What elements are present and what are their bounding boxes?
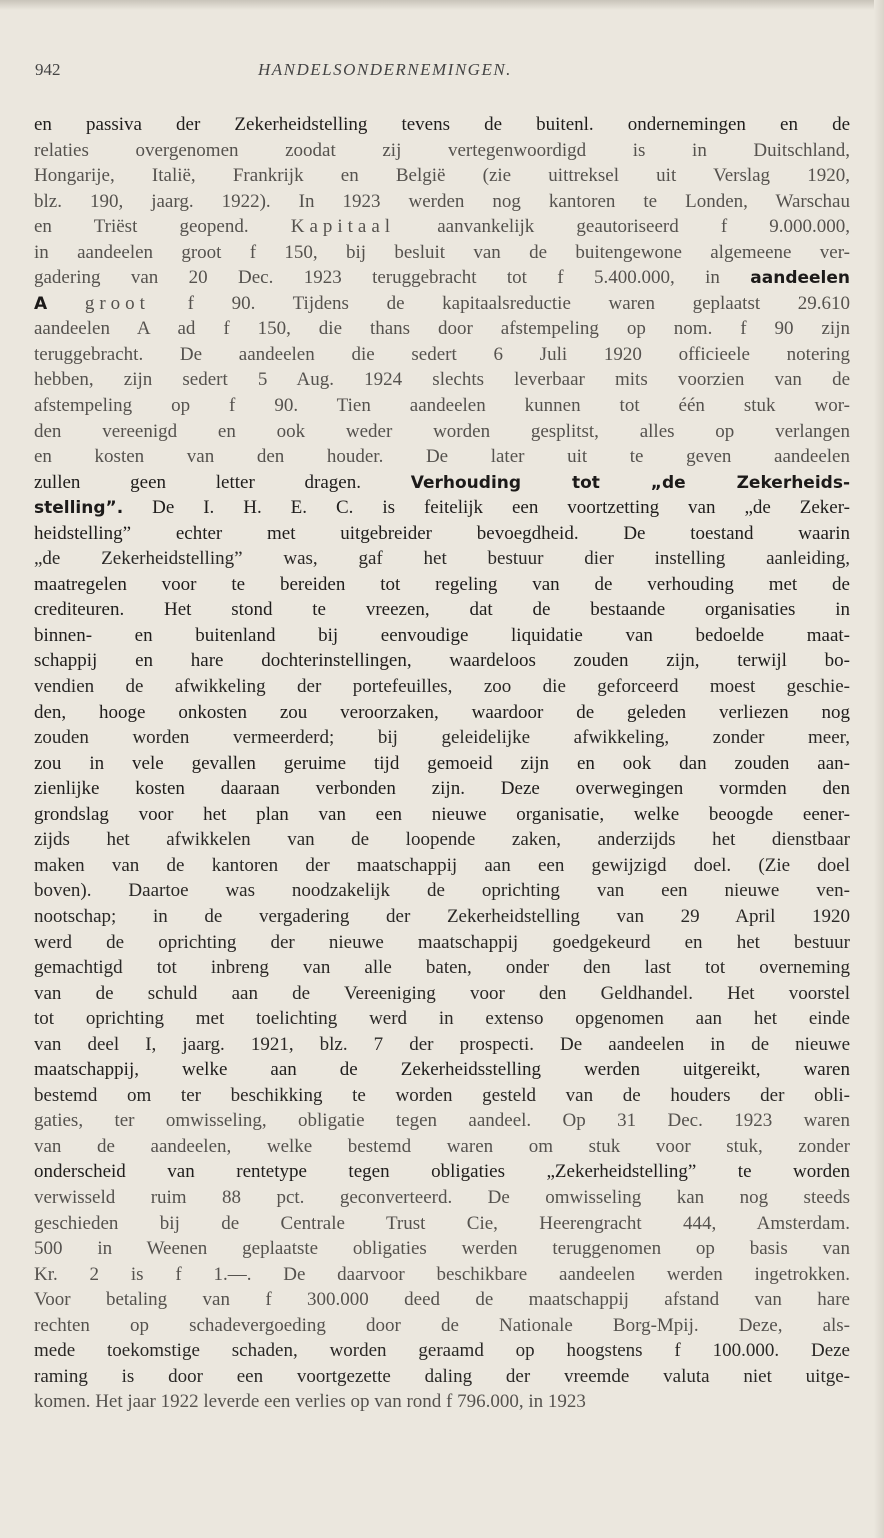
text-line: bestemd om ter beschikking te worden gesteld van de houders der obli- — [34, 1084, 850, 1106]
text-line: crediteuren. Het stond te vreezen, dat de bestaande organisaties in — [34, 599, 850, 621]
text-line: onderscheid van rentetype tegen obligaties „Zekerheidstelling” te worden — [34, 1161, 850, 1183]
text-line: den vereenigd en ook weder worden gesplitst, alles op verlangen — [34, 420, 850, 442]
kapitaal-label: Kapitaal — [290, 216, 396, 238]
text-line: zijds het afwikkelen van de loopende zaken, anderzijds het dienstbaar — [34, 829, 850, 851]
running-head: HANDELSONDERNEMINGEN. — [258, 60, 512, 79]
text-line: van deel I, jaarg. 1921, blz. 7 der prospecti. De aandeelen in de nieuwe — [34, 1033, 850, 1055]
text-line: mede toekomstige schaden, worden geraamd op hoogstens f 100.000. Deze — [34, 1340, 850, 1362]
text-line: en passiva der Zekerheidstelling tevens de buitenl. ondernemingen en de — [34, 114, 850, 135]
text-line: schappij en hare dochterinstellingen, waardeloos zouden zijn, terwijl bo- — [34, 650, 850, 672]
text-line: boven). Daartoe was noodzakelijk de oprichting van een nieuwe ven- — [34, 880, 850, 902]
text-line: gemachtigd tot inbreng van alle baten, onder den last tot overneming — [34, 957, 850, 979]
page-top-shadow — [0, 0, 884, 10]
text-line: Voor betaling van f 300.000 deed de maatschappij afstand van hare — [34, 1289, 850, 1311]
aandeelen-heading: aandeelen — [750, 268, 850, 289]
text-line: relaties overgenomen zoodat zij vertegenwoordigd is in Duitschland, — [34, 139, 850, 161]
text-line: blz. 190, jaarg. 1922). In 1923 werden nog kantoren te Londen, Warschau — [34, 190, 850, 212]
text-line: maatschappij, welke aan de Zekerheidsstelling werden uitgereikt, waren — [34, 1059, 850, 1081]
text-line: vendien de afwikkeling der portefeuilles, zoo die geforceerd moest geschie- — [34, 676, 850, 698]
text-line: van de aandeelen, welke bestemd waren om stuk voor stuk, zonder — [34, 1135, 850, 1157]
text-segment: gadering van 20 Dec. 1923 teruggebracht tot f 5.400.000, in — [34, 267, 720, 289]
text-line: maken van de kantoren der maatschappij aan een gewijzigd doel. (Zie doel — [34, 854, 850, 876]
text-line: raming is door een voortgezette daling der vreemde valuta niet uitge- — [34, 1365, 850, 1387]
text-line — [34, 265, 850, 291]
body-text — [34, 112, 850, 1415]
text-line: rechten op schadevergoeding door de Nationale Borg-Mpij. Deze, als- — [34, 1314, 850, 1336]
text-line: van de schuld aan de Vereeniging voor den Geldhandel. Het voorstel — [34, 982, 850, 1004]
verhouding-heading-cont: stelling”. — [34, 498, 124, 519]
text-line — [34, 291, 850, 317]
page-number: 942 — [35, 60, 61, 79]
text-line: zouden worden vermeerderd; bij geleidelijke afwikkeling, zonder meer, — [34, 727, 850, 749]
groot-label: groot — [84, 292, 150, 314]
text-line: Hongarije, Italië, Frankrijk en België (zie uittreksel uit Verslag 1920, — [34, 165, 850, 187]
page-right-shadow — [874, 0, 884, 1538]
text-line: nootschap; in de vergadering der Zekerheidstelling van 29 April 1920 — [34, 905, 850, 927]
text-line: zienlijke kosten daaraan verbonden zijn. Deze overwegingen vormden den — [34, 778, 850, 800]
text-line: tot oprichting met toelichting werd in extenso opgenomen aan het einde — [34, 1008, 850, 1030]
text-line: geschieden bij de Centrale Trust Cie, Heerengracht 444, Amsterdam. — [34, 1212, 850, 1234]
text-line: maatregelen voor te bereiden tot regeling van de verhouding met de — [34, 573, 850, 595]
text-segment: aanvankelijk geautoriseerd f 9.000.000, — [437, 216, 850, 238]
text-line: 500 in Weenen geplaatste obligaties werden teruggenomen op basis van — [34, 1238, 850, 1260]
text-segment: zullen geen letter dragen. — [34, 471, 361, 493]
text-line: zou in vele gevallen geruime tijd gemoeid zijn en ook dan zouden aan- — [34, 752, 850, 774]
text-line: in aandeelen groot f 150, bij besluit van de buitengewone algemeene ver- — [34, 241, 850, 263]
text-line — [34, 495, 850, 521]
text-line: hebben, zijn sedert 5 Aug. 1924 slechts leverbaar mits voorzien van de — [34, 369, 850, 391]
text-line: „de Zekerheidstelling” was, gaf het bestuur dier instelling aanleiding, — [34, 548, 850, 570]
text-line: heidstelling” echter met uitgebreider bevoegdheid. De toestand waarin — [34, 522, 850, 544]
text-line: komen. Het jaar 1922 leverde een verlies op van rond f 796.000, in 1923 — [34, 1391, 586, 1413]
text-line: verwisseld ruim 88 pct. geconverteerd. De omwisseling kan nog steeds — [34, 1186, 850, 1208]
class-a-heading: A — [34, 293, 48, 314]
text-segment: f 90. Tijdens de kapitaalsreductie waren geplaatst 29.610 — [187, 292, 850, 314]
text-line: teruggebracht. De aandeelen die sedert 6 Juli 1920 officieele notering — [34, 343, 850, 365]
text-line: binnen- en buitenland bij eenvoudige liquidatie van bedoelde maat- — [34, 624, 850, 646]
text-line: aandeelen A ad f 150, die thans door afstempeling op nom. f 90 zijn — [34, 318, 850, 340]
text-line: den, hooge onkosten zou veroorzaken, waardoor de geleden verliezen nog — [34, 701, 850, 723]
text-line — [34, 214, 850, 240]
verhouding-heading: Verhouding tot „de Zekerheids- — [410, 472, 850, 493]
text-line: gaties, ter omwisseling, obligatie tegen aandeel. Op 31 Dec. 1923 waren — [34, 1110, 850, 1132]
text-line: Kr. 2 is f 1.—. De daarvoor beschikbare aandeelen werden ingetrokken. — [34, 1263, 850, 1285]
text-line — [34, 470, 850, 496]
text-line: en kosten van den houder. De later uit te geven aandeelen — [34, 446, 850, 468]
text-line: werd de oprichting der nieuwe maatschappij goedgekeurd en het bestuur — [34, 931, 850, 953]
text-line: afstempeling op f 90. Tien aandeelen kunnen tot één stuk wor- — [34, 395, 850, 417]
text-segment: De I. H. E. C. is feitelijk een voortzetting van „de Zeker- — [152, 497, 850, 519]
text-segment: en Triëst geopend. — [34, 216, 249, 238]
text-line: grondslag voor het plan van een nieuwe organisatie, welke beoogde eener- — [34, 803, 850, 825]
